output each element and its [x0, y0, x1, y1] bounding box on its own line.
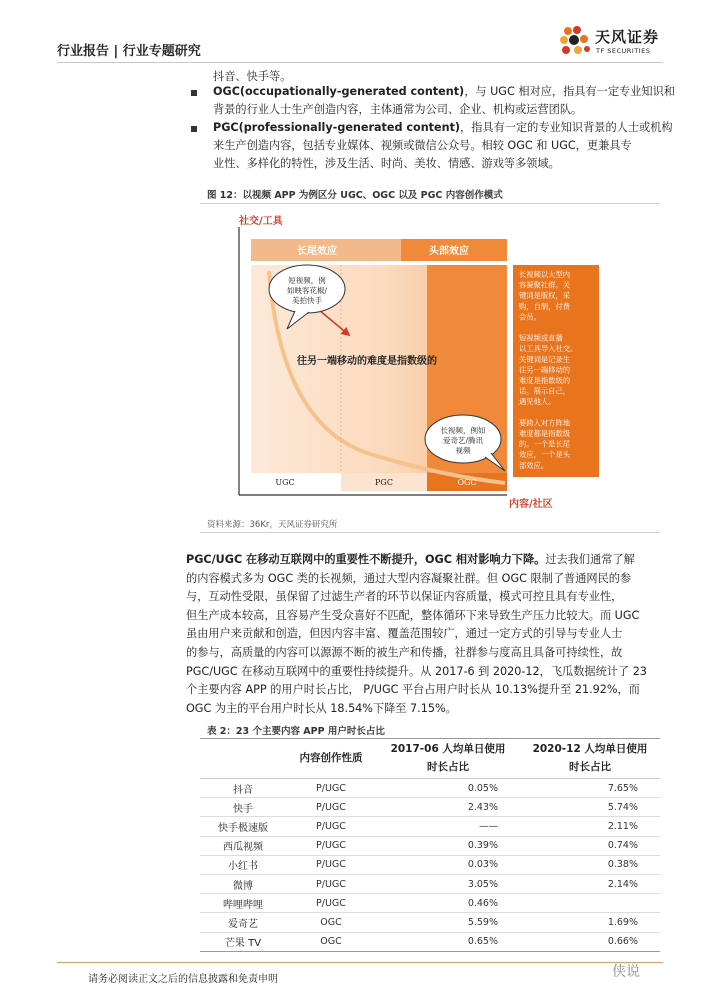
content-type-cell: P/UGC: [286, 855, 376, 874]
app-name-cell: 抖音: [200, 779, 286, 798]
app-name-cell: 小红书: [200, 855, 286, 874]
table-row: [200, 932, 660, 951]
share-2017-cell: 5.59%: [376, 913, 520, 932]
side-note-line: 话。展示自己，: [519, 386, 571, 396]
content-type-cell: P/UGC: [286, 798, 376, 817]
content-type-cell: P/UGC: [286, 779, 376, 798]
content-type-cell: P/UGC: [286, 817, 376, 836]
middle-difficulty-text: 往另一端移动的难度是指数级的: [297, 356, 437, 367]
footer-divider: [57, 962, 663, 963]
share-2020-cell: 7.65%: [520, 779, 660, 798]
table-row: [200, 836, 660, 855]
share-2017-cell: 0.46%: [376, 894, 520, 913]
table-header-row: [200, 738, 660, 779]
logo-chinese-name: 天风证券: [595, 28, 660, 46]
bubble1-line-2: 如映客花椒/: [286, 286, 328, 295]
bullet-icon: [191, 90, 197, 96]
side-note-line: 部效应。: [519, 460, 549, 470]
table-row: [200, 894, 660, 913]
header-content-type: 内容创作性质: [286, 738, 376, 779]
content-type-cell: P/UGC: [286, 874, 376, 893]
app-name-cell: 快手: [200, 798, 286, 817]
side-note-line: 短视频或直播: [519, 333, 563, 343]
body-line: PGC/UGC 在移动互联网中的重要性不断提升，OGC 相对影响力下降。过去我们通常了解: [186, 553, 635, 566]
pgc-label: PGC: [375, 478, 393, 487]
body-line: PGC/UGC 在移动互联网中的重要性持续提升。从 2017-6 到 2020-12，飞瓜数据统计了 23: [186, 664, 647, 678]
figure-source: 资料来源：36Kr，天风证券研究所: [207, 520, 338, 530]
app-name-cell: 芒果 TV: [200, 932, 286, 951]
share-2017-cell: 0.39%: [376, 836, 520, 855]
app-name-cell: 哔哩哔哩: [200, 894, 286, 913]
share-2017-cell: 0.05%: [376, 779, 520, 798]
share-2020-cell: 2.14%: [520, 874, 660, 893]
pgc-definition-line-3: 业性、多样化的特性，涉及生活、时尚、美妆、情感、游戏等多领域。: [213, 157, 560, 170]
header-2020-12: 2020-12 人均单日使用时长占比: [520, 738, 660, 779]
figure-caption: 图 12：以视频 APP 为例区分 UGC、OGC 以及 PGC 内容创作模式: [207, 190, 503, 201]
table-row: [200, 913, 660, 932]
table-row: [200, 855, 660, 874]
share-2020-cell: 0.66%: [520, 932, 660, 951]
share-2017-cell: ——: [376, 817, 520, 836]
body-line: 的参与，高质量的内容可以源源不断的被生产和传播，社群参与度高且具备可持续性，故: [186, 646, 623, 659]
share-2020-cell: 0.74%: [520, 836, 660, 855]
logo-english-name: TF SECURITIES: [596, 47, 651, 55]
header-app: [200, 738, 286, 779]
app-name-cell: 西瓜视频: [200, 836, 286, 855]
ogc-definition-line-1: OGC(occupationally-generated content)，与 UGC 相对应，指具有一定专业知识和: [213, 85, 675, 98]
side-note-line: 难度都是指数级: [519, 429, 571, 438]
body-line: 与，互动性受限，虽保留了过滤生产者的环节以保证内容质量，模式可控且具有专业性，: [186, 590, 623, 604]
figure-bottom-rule: [200, 532, 660, 533]
side-note-line: 键词是版权，采: [519, 291, 571, 301]
side-note-line: 会员。: [519, 312, 541, 322]
side-note-line: 遇见他人。: [519, 397, 556, 407]
bullet-icon: [191, 126, 197, 132]
side-note-line: 效应，一个是头: [519, 450, 571, 460]
content-type-cell: OGC: [286, 913, 376, 932]
app-name-cell: 微博: [200, 874, 286, 893]
long-tail-label: 长尾效应: [297, 246, 337, 257]
share-2020-cell: 2.11%: [520, 817, 660, 836]
app-usage-table: [200, 738, 660, 952]
footer-disclaimer: 请务必阅读正文之后的信息披露和免责申明: [88, 974, 278, 985]
y-axis-label: 社交/工具: [239, 216, 283, 227]
ogc-definition-line-2: 背景的行业人士生产创造内容，主体通常为公司、企业、机构或运营团队。: [213, 103, 583, 116]
side-note-line: 的。一个是长尾: [519, 439, 571, 449]
side-note-line: 容凝聚社群。关: [519, 280, 571, 290]
table-row: [200, 874, 660, 893]
content-type-cell: OGC: [286, 932, 376, 951]
head-effect-label: 头部效应: [429, 246, 469, 257]
body-line: 虽由用户来贡献和创造，但因内容丰富、覆盖范围较广，通过一定方式的引导与专业人士: [186, 627, 623, 641]
report-header-title: 行业报告 | 行业专题研究: [57, 44, 201, 59]
side-note-line: 往另一端移动的: [519, 365, 571, 375]
ogc-label: OGC: [457, 478, 477, 487]
bubble2-line-2: 爱奇艺/腾讯: [442, 436, 484, 445]
share-2017-cell: 3.05%: [376, 874, 520, 893]
share-2017-cell: 0.03%: [376, 855, 520, 874]
side-note-line: 要跨入对方阵地: [519, 418, 571, 428]
body-line: 个主要内容 APP 的用户时长占比， P/UGC 平台占用户时长从 10.13%提升至 21.92%，而: [186, 683, 640, 697]
body-line: 的内容模式多为 OGC 类的长视频，通过大型内容凝聚社群。但 OGC 限制了普通网民的参: [186, 571, 632, 585]
share-2020-cell: 1.69%: [520, 913, 660, 932]
x-axis-label: 内容/社区: [509, 499, 553, 510]
app-name-cell: 快手极速版: [200, 817, 286, 836]
app-name-cell: 爱奇艺: [200, 913, 286, 932]
share-2020-cell: [520, 894, 660, 913]
bubble1-line-1: 短视频，例: [288, 276, 326, 285]
watermark: 侠说: [612, 964, 640, 980]
ugc-label: UGC: [275, 478, 295, 487]
content-type-cell: P/UGC: [286, 836, 376, 855]
table-caption: 表 2：23 个主要内容 APP 用户时长占比: [207, 726, 385, 737]
share-2017-cell: 0.65%: [376, 932, 520, 951]
header-2017-06: 2017-06 人均单日使用时长占比: [376, 738, 520, 779]
bubble1-line-3: 美拍快手: [292, 296, 322, 305]
bubble2-line-3: 视频: [455, 446, 471, 455]
share-2020-cell: 5.74%: [520, 798, 660, 817]
share-2017-cell: 2.43%: [376, 798, 520, 817]
bubble2-line-1: 长视频，例如: [440, 426, 486, 435]
table-row: [200, 817, 660, 836]
content-mode-diagram: [217, 213, 603, 513]
body-line: OGC 为主的平台用户时长从 18.54%下降至 7.15%。: [186, 701, 457, 715]
pgc-definition-line-1: PGC(professionally-generated content)，指具有一定的专业知识背景的人士或机构: [213, 121, 673, 134]
side-note-line: 关键词是记录生: [519, 354, 571, 364]
side-note-line: 长视频以大型内: [519, 270, 571, 279]
figure-caption-rule: [200, 203, 660, 204]
side-note-line: 购，自制，付费: [519, 301, 571, 311]
side-note-line: 以工具导入社交。: [519, 344, 578, 354]
intro-line-0: 抖音、快手等。: [213, 70, 292, 83]
table-row: [200, 798, 660, 817]
share-2020-cell: 0.38%: [520, 855, 660, 874]
pgc-definition-line-2: 来生产创造内容，包括专业媒体、视频或微信公众号。相较 OGC 和 UGC，更兼具专: [213, 139, 632, 152]
side-note-line: 难度是指数级的: [519, 376, 571, 385]
content-type-cell: P/UGC: [286, 894, 376, 913]
body-line: 但生产成本较高，且容易产生受众喜好不匹配，整体循环下来导致生产压力比较大。而 UGC: [186, 608, 640, 622]
table-row: [200, 779, 660, 798]
ugc-zone-bar: [251, 473, 341, 491]
